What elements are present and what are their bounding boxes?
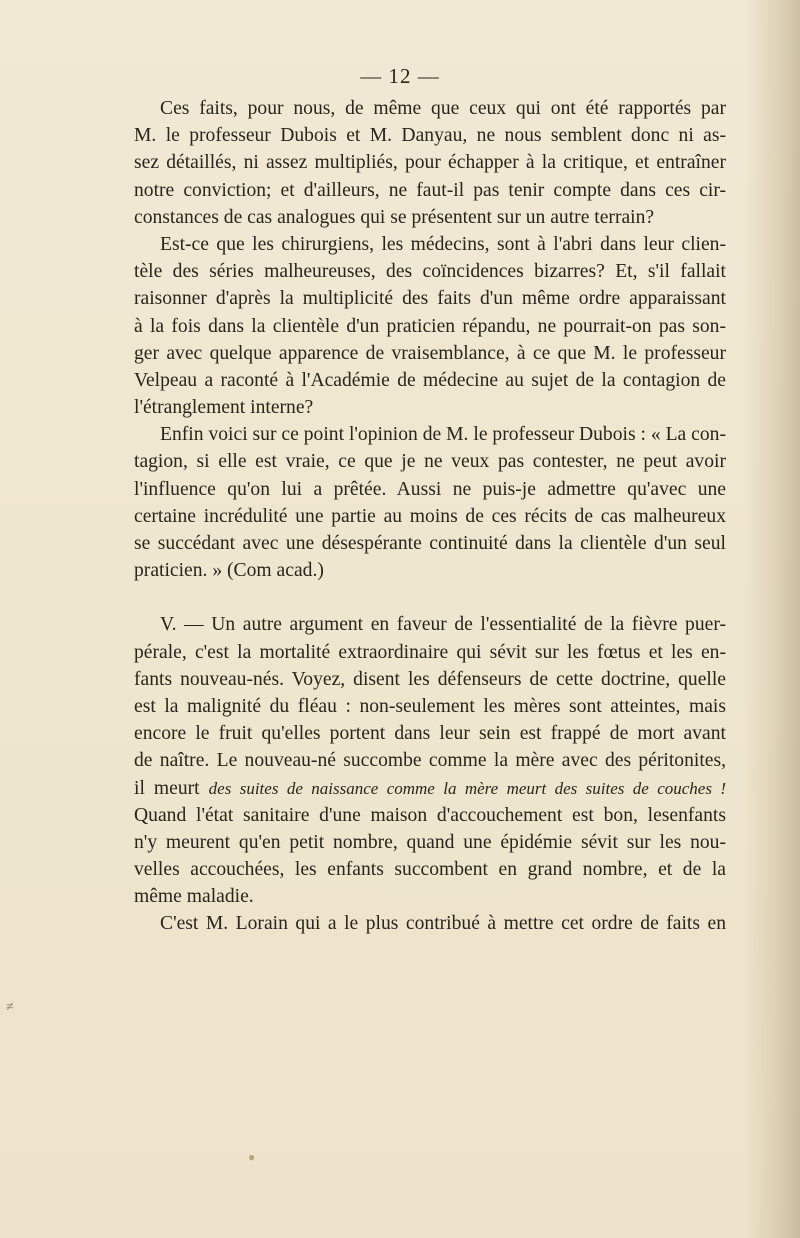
text-line xyxy=(134,149,726,176)
section-gap xyxy=(134,584,726,611)
margin-ink-mark: ≠ xyxy=(6,1000,14,1015)
text-line xyxy=(134,693,726,720)
text-line-content: C'est M. Lorain qui a le plus contribué à mettre cet ordre de faits en xyxy=(160,913,726,935)
text-line-content: tèle des séries malheureuses, des coïncidences bizarres? Et, s'il fallait xyxy=(134,261,726,283)
text-line xyxy=(134,340,726,367)
text-line xyxy=(134,231,726,258)
text-line xyxy=(134,639,726,666)
text-line-content: Quand l'état sanitaire d'une maison d'accouchement est bon, lesenfants xyxy=(134,804,726,826)
text-line-content: l'étranglement interne? xyxy=(134,397,314,419)
text-line-content: même maladie. xyxy=(134,886,254,908)
text-line-content: sez détaillés, ni assez multipliés, pour échapper à la critique, et entraîner xyxy=(134,152,726,174)
text-line xyxy=(134,394,726,421)
text-line xyxy=(134,802,726,829)
text-line-content: Enfin voici sur ce point l'opinion de M. le professeur Dubois : « La con- xyxy=(160,424,726,446)
text-line-content: notre conviction; et d'ailleurs, ne faut-il pas tenir compte dans ces cir- xyxy=(134,179,726,201)
text-line xyxy=(134,177,726,204)
text-line-content: fants nouveau-nés. Voyez, disent les défenseurs de cette doctrine, quelle xyxy=(134,668,726,690)
text-line xyxy=(134,829,726,856)
text-line-content: tagion, si elle est vraie, ce que je ne veux pas contester, ne peut avoir xyxy=(134,451,726,473)
text-line-content: M. le professeur Dubois et M. Danyau, ne nous semblent donc ni as- xyxy=(134,125,726,147)
text-line xyxy=(134,720,726,747)
text-line xyxy=(134,775,726,802)
text-line-content: Velpeau a raconté à l'Académie de médecine au sujet de la contagion de xyxy=(134,369,726,391)
text-line xyxy=(134,421,726,448)
text-line xyxy=(134,666,726,693)
text-line-content: encore le fruit qu'elles portent dans leur sein est frappé de mort avant xyxy=(134,723,726,745)
text-line xyxy=(134,747,726,774)
page-number: — 12 — xyxy=(360,64,440,88)
text-line xyxy=(134,910,726,937)
text-line xyxy=(134,476,726,503)
text-line-content: Est-ce que les chirurgiens, les médecins, sont à l'abri dans leur clien- xyxy=(160,233,726,255)
text-line-content: il meurt xyxy=(134,777,209,799)
text-line-content: l'influence qu'on lui a prêtée. Aussi ne puis-je admettre qu'avec une xyxy=(134,478,726,500)
text-line-content: raisonner d'après la multiplicité des faits d'un même ordre apparaissant xyxy=(134,288,726,310)
text-line-content: ger avec quelque apparence de vraisemblance, à ce que M. le professeur xyxy=(134,342,726,364)
italic-phrase: des suites de naissance comme la mère meurt des suites de couches ! xyxy=(208,778,727,798)
ink-dot: ● xyxy=(248,1150,256,1164)
text-line xyxy=(134,530,726,557)
text-line-content: V. — Un autre argument en faveur de l'essentialité de la fièvre puer- xyxy=(160,614,726,636)
text-line-content: n'y meurent qu'en petit nombre, quand une épidémie sévit sur les nou- xyxy=(134,831,726,853)
text-line xyxy=(134,313,726,340)
text-line xyxy=(134,883,726,910)
text-line xyxy=(134,611,726,638)
text-line-content: praticien. » (Com acad.) xyxy=(134,560,324,582)
body-text xyxy=(134,95,726,938)
text-line-content: à la fois dans la clientèle d'un praticien répandu, ne pourrait-on pas son- xyxy=(134,315,726,337)
text-line xyxy=(134,122,726,149)
text-line-content: velles accouchées, les enfants succombent en grand nombre, et de la xyxy=(134,859,726,881)
text-line-content: pérale, c'est la mortalité extraordinaire qui sévit sur les fœtus et les en- xyxy=(134,641,726,663)
text-line-content: Ces faits, pour nous, de même que ceux qui ont été rapportés par xyxy=(160,98,726,119)
text-line xyxy=(134,258,726,285)
text-line xyxy=(134,285,726,312)
text-line-content: constances de cas analogues qui se présentent sur un autre terrain? xyxy=(134,206,655,228)
text-line xyxy=(134,448,726,475)
text-line xyxy=(134,557,726,584)
text-line-content: se succédant avec une désespérante continuité dans la clientèle d'un seul xyxy=(134,533,726,554)
text-line xyxy=(134,204,726,231)
text-line xyxy=(134,856,726,883)
text-line-content: certaine incrédulité une partie au moins de ces récits de cas malheureux xyxy=(134,505,726,527)
text-line xyxy=(134,367,726,394)
text-line-content: de naître. Le nouveau-né succombe comme la mère avec des péritonites, xyxy=(134,750,726,772)
text-line xyxy=(134,503,726,530)
text-line xyxy=(134,95,726,122)
text-line-content: est la malignité du fléau : non-seulement les mères sont atteintes, mais xyxy=(134,695,726,717)
